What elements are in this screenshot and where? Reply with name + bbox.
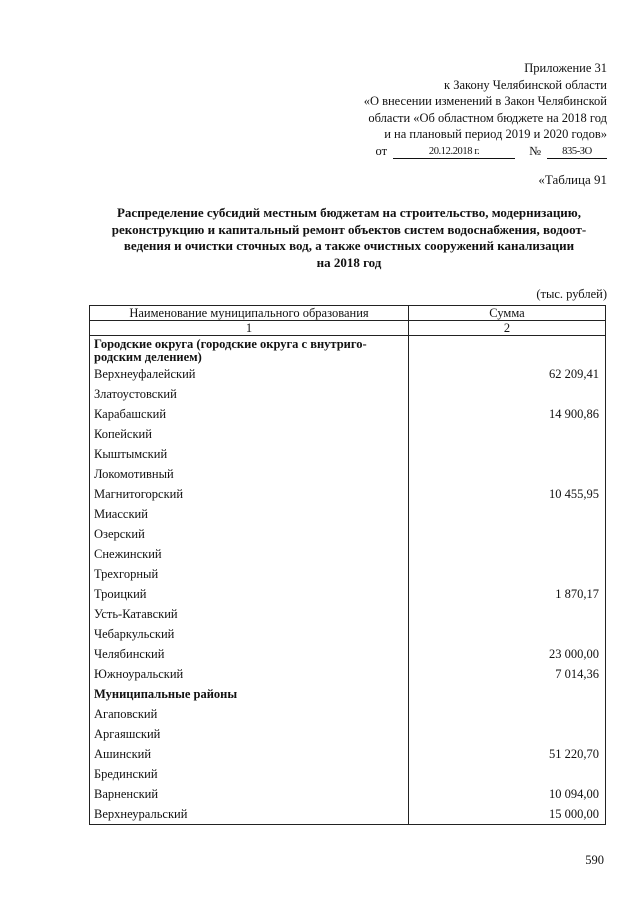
title-line: ведения и очистки сточных вод, а также очистных сооружений канализации <box>123 238 575 253</box>
amount-cell: 51 220,70 <box>409 744 606 764</box>
group-title-line: Городские округа (городские округа с внутриго- <box>94 337 367 351</box>
column-number: 1 <box>90 321 409 336</box>
municipality-name: Агаповский <box>90 704 409 724</box>
amount-cell: 1 870,17 <box>409 584 606 604</box>
amount-cell <box>409 564 606 584</box>
municipality-name: Ашинский <box>90 744 409 764</box>
table-header-row <box>90 306 606 321</box>
amount-cell <box>409 424 606 444</box>
table-row <box>90 384 606 404</box>
header-line: и на плановый период 2019 и 2020 годов» <box>384 127 607 141</box>
header-line: к Закону Челябинской области <box>444 77 607 92</box>
municipality-name: Троицкий <box>90 584 409 604</box>
title-line: на 2018 год <box>316 254 382 270</box>
amount-cell: 23 000,00 <box>409 644 606 664</box>
municipality-name: Брединский <box>90 764 409 784</box>
law-number: 835-ЗО <box>547 145 607 159</box>
table-row <box>90 764 606 784</box>
municipality-name: Чебаркульский <box>90 624 409 644</box>
municipality-name: Снежинский <box>90 544 409 564</box>
municipality-name: Миасский <box>90 504 409 524</box>
column-header-name: Наименование муниципального образования <box>90 306 409 321</box>
municipality-name: Копейский <box>90 424 409 444</box>
table-row <box>90 404 606 424</box>
amount-cell: 10 094,00 <box>409 784 606 804</box>
municipality-name: Челябинский <box>90 644 409 664</box>
title-line: реконструкцию и капитальный ремонт объектов систем водоснабжения, водоот- <box>111 221 587 237</box>
amount-cell <box>409 384 606 404</box>
municipality-name: Локомотивный <box>90 464 409 484</box>
amount-cell <box>409 504 606 524</box>
table-row <box>90 644 606 664</box>
table-row <box>90 584 606 604</box>
municipality-name: Златоустовский <box>90 384 409 404</box>
table-row <box>90 744 606 764</box>
group-title: Муниципальные районы <box>90 684 409 704</box>
table-row <box>90 604 606 624</box>
municipality-name: Усть-Катавский <box>90 604 409 624</box>
group-row-municipal-districts <box>90 684 606 704</box>
amount-cell <box>409 624 606 644</box>
units-label: (тыс. рублей) <box>536 287 607 301</box>
group-title-line: родским делением) <box>94 350 202 364</box>
table-row <box>90 804 606 825</box>
table-row <box>90 724 606 744</box>
municipality-name: Трехгорный <box>90 564 409 584</box>
table-row <box>90 784 606 804</box>
header-line: Приложение 31 <box>524 61 607 75</box>
amount-cell <box>409 524 606 544</box>
table-row <box>90 464 606 484</box>
page-number: 590 <box>585 853 604 867</box>
amount-cell <box>409 764 606 784</box>
table-row <box>90 524 606 544</box>
table-row <box>90 424 606 444</box>
amount-cell <box>409 544 606 564</box>
municipality-name: Кыштымский <box>90 444 409 464</box>
group-title <box>90 336 409 365</box>
municipality-name: Южноуральский <box>90 664 409 684</box>
table-row <box>90 664 606 684</box>
group-row-urban-districts <box>90 336 606 365</box>
amount-cell <box>409 604 606 624</box>
number-label: № <box>529 143 541 158</box>
amount-cell <box>409 724 606 744</box>
from-label: от <box>375 143 388 158</box>
municipality-name: Озерский <box>90 524 409 544</box>
document-title <box>90 205 608 271</box>
empty-cell <box>409 336 606 365</box>
municipality-name: Верхнеуральский <box>90 804 409 825</box>
table-row <box>90 444 606 464</box>
municipality-name: Карабашский <box>90 404 409 424</box>
table-row <box>90 704 606 724</box>
municipality-name: Магнитогорский <box>90 484 409 504</box>
table-row <box>90 504 606 524</box>
municipality-name: Аргаяшский <box>90 724 409 744</box>
table-row <box>90 484 606 504</box>
document-header <box>364 60 607 159</box>
amount-cell <box>409 444 606 464</box>
municipality-name: Варненский <box>90 784 409 804</box>
amount-cell: 10 455,95 <box>409 484 606 504</box>
law-date: 20.12.2018 г. <box>393 145 515 159</box>
amount-cell: 62 209,41 <box>409 364 606 384</box>
column-header-amount: Сумма <box>409 306 606 321</box>
amount-cell: 14 900,86 <box>409 404 606 424</box>
amount-cell: 15 000,00 <box>409 804 606 825</box>
title-line: Распределение субсидий местным бюджетам на строительство, модернизацию, <box>116 205 581 220</box>
amount-cell <box>409 464 606 484</box>
table-row <box>90 624 606 644</box>
amount-cell <box>409 704 606 724</box>
table-row <box>90 364 606 384</box>
table-body <box>90 336 606 825</box>
table-row <box>90 564 606 584</box>
header-line: области «Об областном бюджете на 2018 год <box>368 110 607 125</box>
amount-cell: 7 014,36 <box>409 664 606 684</box>
header-line: «О внесении изменений в Закон Челябинской <box>363 94 607 108</box>
table-row <box>90 544 606 564</box>
subsidy-table <box>89 305 606 825</box>
law-date-number <box>364 143 607 160</box>
column-number-row <box>90 321 606 336</box>
empty-cell <box>409 684 606 704</box>
column-number: 2 <box>409 321 606 336</box>
table-number: «Таблица 91 <box>538 172 607 187</box>
municipality-name: Верхнеуфалейский <box>90 364 409 384</box>
